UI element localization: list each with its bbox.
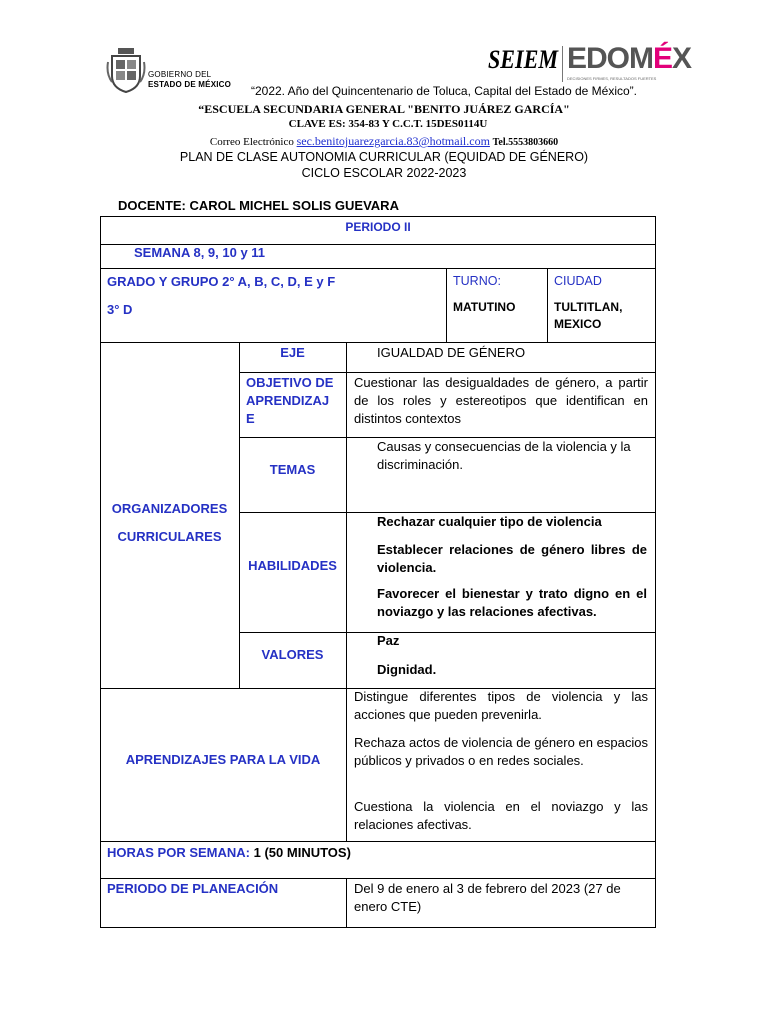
habilidad-1: Rechazar cualquier tipo de violencia bbox=[377, 514, 602, 529]
eje-value: IGUALDAD DE GÉNERO bbox=[377, 345, 526, 360]
habilidad-2: Establecer relaciones de género libres de violencia. bbox=[377, 542, 647, 575]
edomex-tagline: DECISIONES FIRMES, RESULTADOS FUERTES bbox=[567, 76, 657, 81]
aprendizaje-3: Cuestiona la violencia en el noviazgo y las relaciones afectivas. bbox=[354, 799, 648, 832]
edomex-left: EDOM bbox=[567, 42, 653, 75]
objetivo-label-1: OBJETIVO DE bbox=[246, 375, 334, 390]
turno-value: MATUTINO bbox=[453, 300, 516, 314]
planeacion-value: Del 9 de enero al 3 de febrero del 2023 (27 de enero CTE) bbox=[354, 881, 621, 914]
valor-1: Paz bbox=[377, 633, 400, 648]
email-label: Correo Electrónico bbox=[209, 136, 294, 148]
seiem-logo: SEIEM bbox=[488, 45, 559, 74]
horas-value: 1 (50 MINUTOS) bbox=[253, 845, 351, 860]
school-clave: CLAVE ES: 354-83 Y C.C.T. 15DES0114U bbox=[288, 118, 488, 130]
ciudad-value-2: MEXICO bbox=[554, 317, 602, 331]
objetivo-label bbox=[246, 374, 346, 428]
habilidad-3: Favorecer el bienestar y trato digno en el noviazgo y las relaciones afectivas. bbox=[377, 586, 647, 619]
edomex-accent: É bbox=[653, 42, 673, 75]
planeacion-label: PERIODO DE PLANEACIÓN bbox=[107, 881, 279, 896]
valores-label: VALORES bbox=[261, 647, 324, 662]
grado-grupo bbox=[107, 273, 335, 291]
temas-value: Causas y consecuencias de la violencia y la discriminación. bbox=[377, 439, 631, 472]
organizadores-label-2: CURRICULARES bbox=[117, 529, 222, 544]
ciclo-escolar: CICLO ESCOLAR 2022-2023 bbox=[301, 166, 467, 180]
eje-label: EJE bbox=[280, 345, 305, 360]
aprendizajes-label: APRENDIZAJES PARA LA VIDA bbox=[125, 752, 321, 767]
ciudad-label: CIUDAD bbox=[554, 274, 602, 288]
objetivo-value: Cuestionar las desigualdades de género, a partir de los roles y estereotipos que identifican en distintos contextos bbox=[354, 375, 648, 426]
school-name: “ESCUELA SECUNDARIA GENERAL "BENITO JUÁREZ GARCÍA" bbox=[198, 102, 570, 116]
year-motto: “2022. Año del Quincentenario de Toluca, Capital del Estado de México”. bbox=[250, 84, 638, 98]
plan-title: PLAN DE CLASE AUTONOMIA CURRICULAR (EQUIDAD DE GÉNERO) bbox=[179, 150, 589, 164]
logo-divider bbox=[562, 46, 563, 82]
gobierno-line-1: GOBIERNO DEL bbox=[148, 70, 212, 79]
docente: DOCENTE: CAROL MICHEL SOLIS GUEVARA bbox=[118, 198, 399, 213]
email-link[interactable]: sec.benitojuarezgarcia.83@hotmail.com bbox=[296, 134, 490, 148]
objetivo-label-3: E bbox=[246, 411, 255, 426]
habilidades-label: HABILIDADES bbox=[248, 558, 337, 573]
edomex-logo bbox=[567, 42, 691, 76]
gobierno-line-2: ESTADO DE MÉXICO bbox=[148, 80, 232, 89]
grado-3: 3° D bbox=[107, 302, 133, 317]
contact-line bbox=[0, 134, 768, 149]
plan-table bbox=[100, 216, 656, 928]
objetivo-label-2: APRENDIZAJ bbox=[246, 393, 330, 408]
edomex-right: X bbox=[672, 42, 692, 75]
phone-number: Tel.5553803660 bbox=[492, 137, 559, 148]
temas-label: TEMAS bbox=[269, 462, 316, 477]
ciudad-value-1: TULTITLAN, bbox=[554, 300, 623, 314]
periodo-title: PERIODO II bbox=[345, 220, 411, 234]
turno-label: TURNO: bbox=[453, 274, 501, 288]
semana: SEMANA 8, 9, 10 y 11 bbox=[134, 245, 266, 260]
organizadores-label-1: ORGANIZADORES bbox=[111, 501, 228, 516]
horas-label: HORAS POR SEMANA: bbox=[107, 845, 251, 860]
grado-grupo-text: GRADO Y GRUPO 2° A, B, C, D, E y F bbox=[107, 274, 336, 289]
valor-2: Dignidad. bbox=[377, 662, 437, 677]
aprendizaje-2: Rechaza actos de violencia de género en espacios públicos y privados o en redes sociales. bbox=[354, 735, 648, 768]
horas-row bbox=[107, 844, 351, 862]
aprendizaje-1: Distingue diferentes tipos de violencia y las acciones que pueden prevenirla. bbox=[354, 689, 648, 722]
